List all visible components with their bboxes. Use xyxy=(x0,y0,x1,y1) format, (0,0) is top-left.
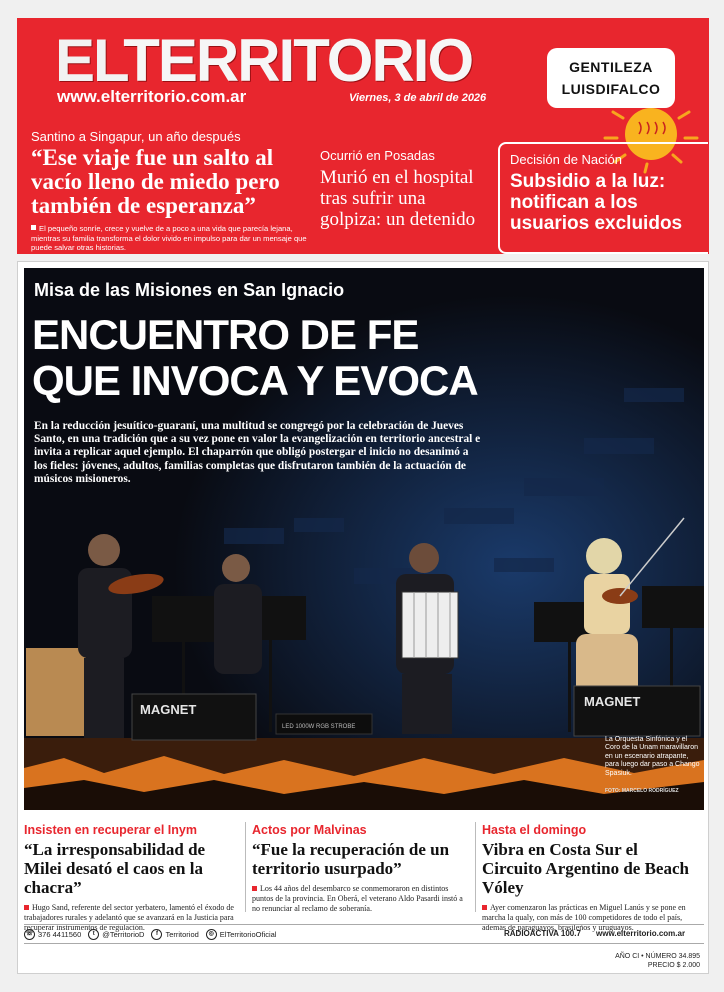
column-divider xyxy=(475,822,476,912)
stage-light-label: LED 1000W RGB STROBE xyxy=(282,724,356,730)
story-summary-text: Los 44 años del desembarco se conmemoraron en distintos puntos de la provincia. En Oberá, el veterano Aldo Pasardi instó a no renunciar al reclamo de soberanía. xyxy=(252,884,463,913)
image-credit-badge xyxy=(547,48,675,108)
twitter-icon: t xyxy=(88,929,99,940)
story-kicker: Ocurrió en Posadas xyxy=(320,148,435,163)
credit-line-2: LUISDIFALCO xyxy=(561,81,661,97)
story-headline: “La irresponsabilidad de Milei desató el caos en la chacra” xyxy=(24,840,206,897)
story-kicker: Decisión de Nación xyxy=(510,152,623,167)
whatsapp-number: 376 4411560 xyxy=(38,929,82,939)
lead-kicker: Misa de las Misiones en San Ignacio xyxy=(34,280,345,300)
issue-info xyxy=(615,952,700,970)
story-kicker: Actos por Malvinas xyxy=(252,823,367,837)
lead-summary: En la reducción jesuítico-guaraní, una multitud se congregó por la celebración de Jueves Santo, en una tradición que a su vez pone en valor la evangelización en territorio ancestral e invita a replicar aquel ejemplo. El chaparrón que obligó postergar el inicio no desanimó a los fieles: jóvenes, adultos, familias completas que disfrutaron también de la actuación de músicos misioneros. xyxy=(34,420,481,485)
column-divider xyxy=(245,822,246,912)
footer-site-url[interactable]: www.elterritorio.com.ar xyxy=(596,929,686,938)
bullet-square xyxy=(252,886,257,891)
facebook-contact[interactable] xyxy=(151,929,198,940)
instagram-handle: ElTerritorioOficial xyxy=(219,929,277,939)
story-headline: Subsidio a la luz: notifican a los usuarios excluidos xyxy=(510,171,683,234)
twitter-contact[interactable] xyxy=(88,929,144,940)
story-kicker: Santino a Singapur, un año después xyxy=(31,129,241,144)
lead-photo[interactable] xyxy=(24,268,704,810)
issue-number: AÑO CI • NÚMERO 34.895 xyxy=(615,953,700,960)
masthead-el: EL xyxy=(55,27,124,94)
story-summary xyxy=(252,884,470,913)
facebook-icon: f xyxy=(151,929,162,940)
bullet-square xyxy=(31,225,36,230)
amp-brand-right: MAGNET xyxy=(584,694,641,709)
bullet-square xyxy=(482,905,487,910)
bottom-story-3[interactable] xyxy=(482,823,700,932)
photo-caption: La Orquesta Sinfónica y el Coro de la Unam maravillaron en un escenario atrapante, para luego dar paso a Chango Spasiuk. xyxy=(605,736,700,777)
lead-headline[interactable] xyxy=(32,312,632,404)
story-headline: Murió en el hospital tras sufrir una golpiza: un detenido xyxy=(320,167,476,230)
footer-bar xyxy=(24,924,704,944)
story-summary-text: Ayer comenzaron las prácticas en Miguel Lanús y se pone en marcha la qualy, con más de 100 competidores de todo el país, además de paraguayos, brasileños y uruguayos. xyxy=(482,903,686,932)
instagram-icon: ◎ xyxy=(206,929,217,940)
header-story-right[interactable] xyxy=(498,142,708,254)
radio-station[interactable]: RADIOACTIVA 100.7 xyxy=(504,929,581,938)
story-summary xyxy=(31,224,307,253)
amp-brand-left: MAGNET xyxy=(140,702,197,717)
whatsapp-icon: ☏ xyxy=(24,929,35,940)
photo-credit: FOTO: MARCELO RODRÍGUEZ xyxy=(605,788,679,794)
site-url[interactable]: www.elterritorio.com.ar xyxy=(57,87,247,106)
story-headline: Vibra en Costa Sur el Circuito Argentino de Beach Vóley xyxy=(482,840,689,897)
facebook-handle: Territoriod xyxy=(165,929,199,939)
story-kicker: Insisten en recuperar el Inym xyxy=(24,823,197,837)
story-summary-text: Hugo Sand, referente del sector yerbatero, lamentó el éxodo de trabajadores rurales y adelantó que se avanzará en la Justicia para recuperar instrumentos de regulación. xyxy=(24,903,234,932)
whatsapp-contact[interactable] xyxy=(24,929,81,940)
issue-date: Viernes, 3 de abril de 2026 xyxy=(349,92,487,104)
main-content xyxy=(17,261,709,974)
story-headline: “Fue la recuperación de un territorio usurpado” xyxy=(252,840,450,878)
story-kicker: Hasta el domingo xyxy=(482,823,587,837)
header-story-left[interactable] xyxy=(31,129,307,253)
header-band xyxy=(17,18,709,254)
instagram-contact[interactable] xyxy=(206,929,277,940)
lead-headline-line-1: ENCUENTRO DE FE xyxy=(32,311,419,358)
story-summary-text: El pequeño sonríe, crece y vuelve de a poco a una vida que parecía lejana, mientras su familia transforma el dolor vivido en impulso para dar un mensaje que puede salvar otras historias. xyxy=(31,224,307,252)
credit-line-1: GENTILEZA xyxy=(569,59,653,75)
header-story-middle[interactable] xyxy=(320,148,490,230)
twitter-handle: @TerritorioD xyxy=(102,929,145,939)
bottom-story-1[interactable] xyxy=(24,823,240,932)
masthead-territorio: TERRITORIO xyxy=(123,27,473,94)
lead-headline-line-2: QUE INVOCA Y EVOCA xyxy=(32,357,478,404)
bottom-story-2[interactable] xyxy=(252,823,470,913)
story-headline: “Ese viaje fue un salto al vacío lleno de miedo pero también de esperanza” xyxy=(31,145,280,218)
bullet-square xyxy=(24,905,29,910)
issue-price: PRECIO $ 2.000 xyxy=(647,962,700,969)
